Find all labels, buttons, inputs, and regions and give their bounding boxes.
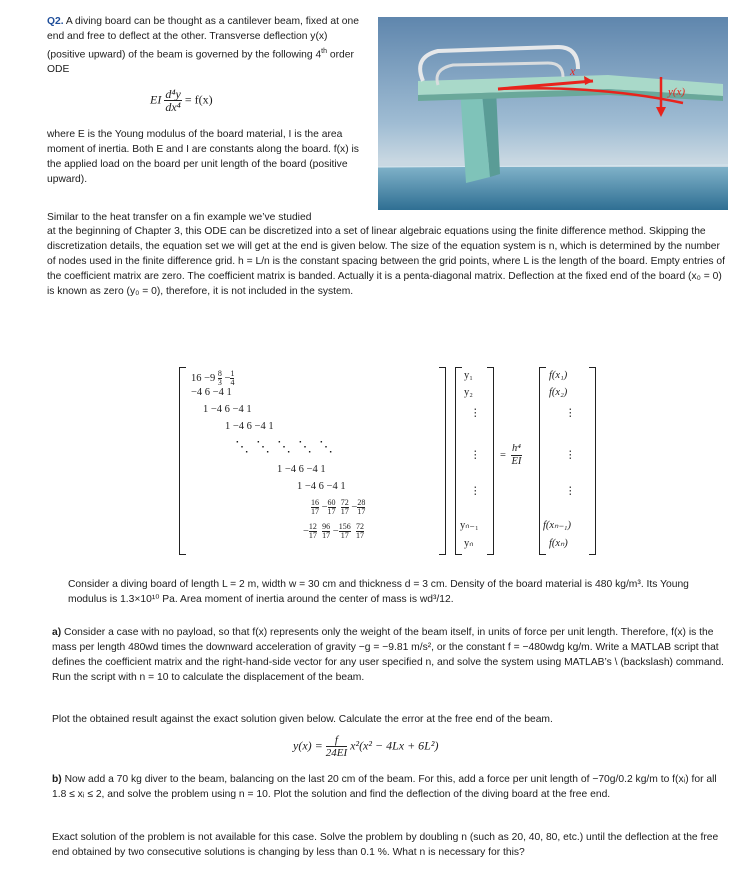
- question-intro: Q2. A diving board can be thought as a cantilever beam, fixed at one end and free to deflect at the other. Transverse deflection y(x) (positive upward) of the beam is governed by the following 4th order ODE: [47, 16, 359, 76]
- similar-line: Similar to the heat transfer on a fin example we’ve studied: [47, 212, 312, 223]
- y-vector-entry: yₙ₋₁: [460, 520, 479, 531]
- svg-text:y(x): y(x): [668, 86, 686, 98]
- ode-fraction: $\frac{\text{d⁴y}}{\text{dx⁴}}$: [165, 87, 181, 114]
- y-vector-entry: y₂: [464, 387, 473, 398]
- part-b-paragraph: b) Now add a 70 kg diver to the beam, balancing on the last 20 cm of the beam. For this, add a force per unit length of −70g/0.2 kg/m to f(xᵢ) for all 1.8 ≤ xᵢ ≤ 2, and solve the problem using n = 10. Plot the solution and find the deflection of the diving board at the free end.: [52, 774, 717, 800]
- discretization-paragraph: at the beginning of Chapter 3, this ODE can be discretized into a set of linear algebraic equations using the finite difference method. Skipping the discretization details, the equation set we will get at the end is given below. The size of the equation system is n, which is determined by the number of nodes used in the finite difference grid. h = L/n is the constant spacing between the grid points, where L is the length of the board. Empty entries of the coefficient matrix are zero. The coefficient matrix is banded. Actually it is a penta-diagonal matrix. Deflection at the fixed end of the board (x₀ = 0) is known as zero (y₀ = 0), therefore, it is not included in the system.: [47, 226, 726, 297]
- y-vector-entry: ⋮: [470, 450, 481, 461]
- equals-sign: =: [500, 450, 506, 461]
- matrix-row-n-minus-1: $\frac{16}{17}$ − $\frac{60}{17}$ $\frac{72}{17}$ − $\frac{28}{17}$: [311, 498, 366, 516]
- y-vector-right-bracket: [487, 367, 494, 555]
- svg-text:x: x: [570, 64, 576, 78]
- f-vector-entry: ⋮: [565, 486, 576, 497]
- exact-solution-equation: y(x) = $\frac{f}{24EI}$ x²(x² − 4Lx + 6L²): [293, 734, 439, 759]
- matrix-row-2: −4 6 −4 1: [191, 387, 232, 398]
- plot-instruction: Plot the obtained result against the exact solution given below. Calculate the error at the free end of the beam.: [52, 714, 553, 725]
- f-vector-right-bracket: [589, 367, 596, 555]
- matrix-left-bracket: [179, 367, 186, 555]
- matrix-system: [175, 367, 595, 557]
- f-vector-entry: f(x₂): [549, 387, 568, 398]
- matrix-row-5: 1 −4 6 −4 1: [277, 464, 326, 475]
- matrix-row-3: 1 −4 6 −4 1: [203, 404, 252, 415]
- matrix-row-1: 16 −9 $\frac{8}{3}$ − $\frac{1}{4}$: [191, 369, 235, 387]
- y-vector-entry: yₙ: [464, 538, 474, 549]
- diving-board-photo: [378, 17, 728, 210]
- coefficient-fraction: $\frac{\text{h⁴}}{EI}$: [511, 443, 522, 467]
- ode-equation: EI $\frac{\text{d⁴y}}{\text{dx⁴}}$ = f(x): [150, 87, 213, 114]
- f-vector-entry: ⋮: [565, 408, 576, 419]
- matrix-right-bracket: [439, 367, 446, 555]
- where-paragraph: where E is the Young modulus of the board material, I is the area moment of inertia. Both E and I are constants along the board. f(x) is the applied load on the board per unit length of the board (positive upward).: [47, 129, 359, 185]
- matrix-row-n: − $\frac{12}{17}$ $\frac{96}{17}$ − $\frac{156}{17}$ $\frac{72}{17}$: [303, 522, 364, 540]
- f-vector-entry: f(xₙ₋₁): [543, 520, 571, 531]
- matrix-row-4: 1 −4 6 −4 1: [225, 421, 274, 432]
- y-vector-entry: ⋮: [470, 486, 481, 497]
- y-vector-entry: ⋮: [470, 408, 481, 419]
- f-vector-entry: f(xₙ): [549, 538, 568, 549]
- final-paragraph: Exact solution of the problem is not available for this case. Solve the problem by doubling n (such as 20, 40, 80, etc.) until the deflection at the free end obtained by two consecutive solutions is changing by less than 0.1 %. What n is necessary for this?: [52, 832, 719, 858]
- matrix-dots: ⋱ ⋱ ⋱ ⋱ ⋱: [235, 440, 333, 455]
- y-vector-entry: y₁: [464, 370, 473, 381]
- matrix-row-6: 1 −4 6 −4 1: [297, 481, 346, 492]
- part-a-paragraph: a) Consider a case with no payload, so that f(x) represents only the weight of the beam itself, in units of force per unit length. Therefore, f(x) is the mass per length 480wd times the downward acceleration of gravity −g = −9.81 m/s², or the constant f = −480wdg kg/m. Write a MATLAB script that defines the coefficient matrix and the right-hand-side vector for any user specified n, and solve the system using MATLAB’s \ (backslash) command. Run the script with n = 10 to calculate the displacement of the beam.: [52, 627, 724, 683]
- f-vector-entry: ⋮: [565, 450, 576, 461]
- consider-paragraph: Consider a diving board of length L = 2 m, width w = 30 cm and thickness d = 3 cm. Density of the board material is 480 kg/m³. Its Young modulus is 1.3×10¹⁰ Pa. Area moment of inertia around the center of mass is wd³/12.: [68, 579, 689, 605]
- question-label: Q2.: [47, 16, 64, 27]
- f-vector-entry: f(x₁): [549, 370, 568, 381]
